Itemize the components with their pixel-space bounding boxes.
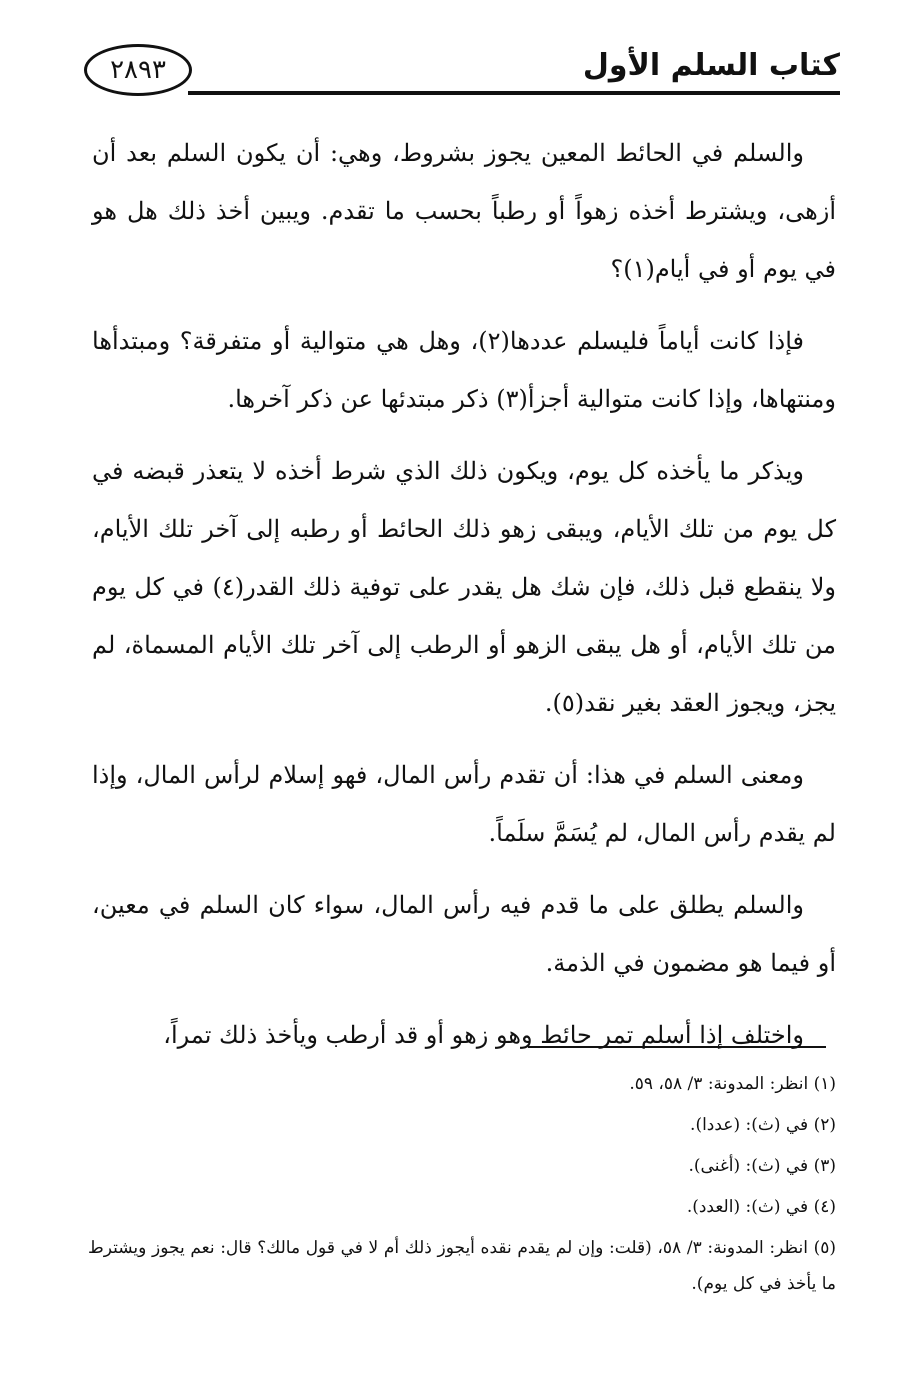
footnote: (٢) في (ث): (عددا). (690, 1115, 836, 1135)
page-number: ٢٨٩٣ (84, 44, 192, 96)
main-text (92, 124, 836, 1078)
header-rule (188, 91, 840, 95)
paragraph: والسلم يطلق على ما قدم فيه رأس المال، سواء كان السلم في معين، أو فيما هو مضمون في الذمة. (92, 891, 836, 977)
footnote: (٤) في (ث): (العدد). (686, 1197, 836, 1217)
footnote-separator (528, 1046, 826, 1048)
footnote: (١) انظر: المدونة: ٣/ ٥٨، ٥٩. (629, 1074, 836, 1094)
paragraph: فإذا كانت أياماً فليسلم عددها(٢)، وهل هي متوالية أو متفرقة؟ ومبتدأها ومنتهاها، وإذا كانت متوالية أجزأ(٣) ذكر مبتدئها عن ذكر آخرها. (92, 327, 836, 413)
book-title: كتاب السلم الأول (582, 48, 840, 83)
footnote: (٣) في (ث): (أغنى). (688, 1156, 836, 1176)
paragraph: واختلف إذا أسلم تمر حائط وهو زهو أو قد أرطب ويأخذ ذلك تمراً، (163, 1021, 804, 1049)
footnote: (٥) انظر: المدونة: ٣/ ٥٨، (قلت: وإن لم يقدم نقده أيجوز ذلك أم لا في قول مالك؟ قال: نعم يجوز ويشترط ما يأخذ في كل يوم). (88, 1238, 836, 1294)
paragraph: والسلم في الحائط المعين يجوز بشروط، وهي: أن يكون السلم بعد أن أزهى، ويشترط أخذه زهواً أو رطباً بحسب ما تقدم. ويبين أخذ ذلك هل هو في يوم أو في أيام(١)؟ (92, 139, 836, 283)
paragraph: ومعنى السلم في هذا: أن تقدم رأس المال، فهو إسلام لرأس المال، وإذا لم يقدم رأس المال، لم يُسَمَّ سلَماً. (92, 761, 836, 847)
paragraph: ويذكر ما يأخذه كل يوم، ويكون ذلك الذي شرط أخذه لا يتعذر قبضه في كل يوم من تلك الأيام، ويبقى زهو ذلك الحائط أو رطبه إلى آخر تلك الأيام، ولا ينقطع قبل ذلك، فإن شك هل يقدر على توفية ذلك القدر(٤) في كل يوم من تلك الأيام، أو هل يبقى الزهو أو الرطب إلى آخر تلك الأيام المسماة، لم يجز، ويجوز العقد بغير نقد(٥). (92, 457, 837, 717)
footnotes (88, 1066, 836, 1307)
page-header (84, 44, 840, 104)
